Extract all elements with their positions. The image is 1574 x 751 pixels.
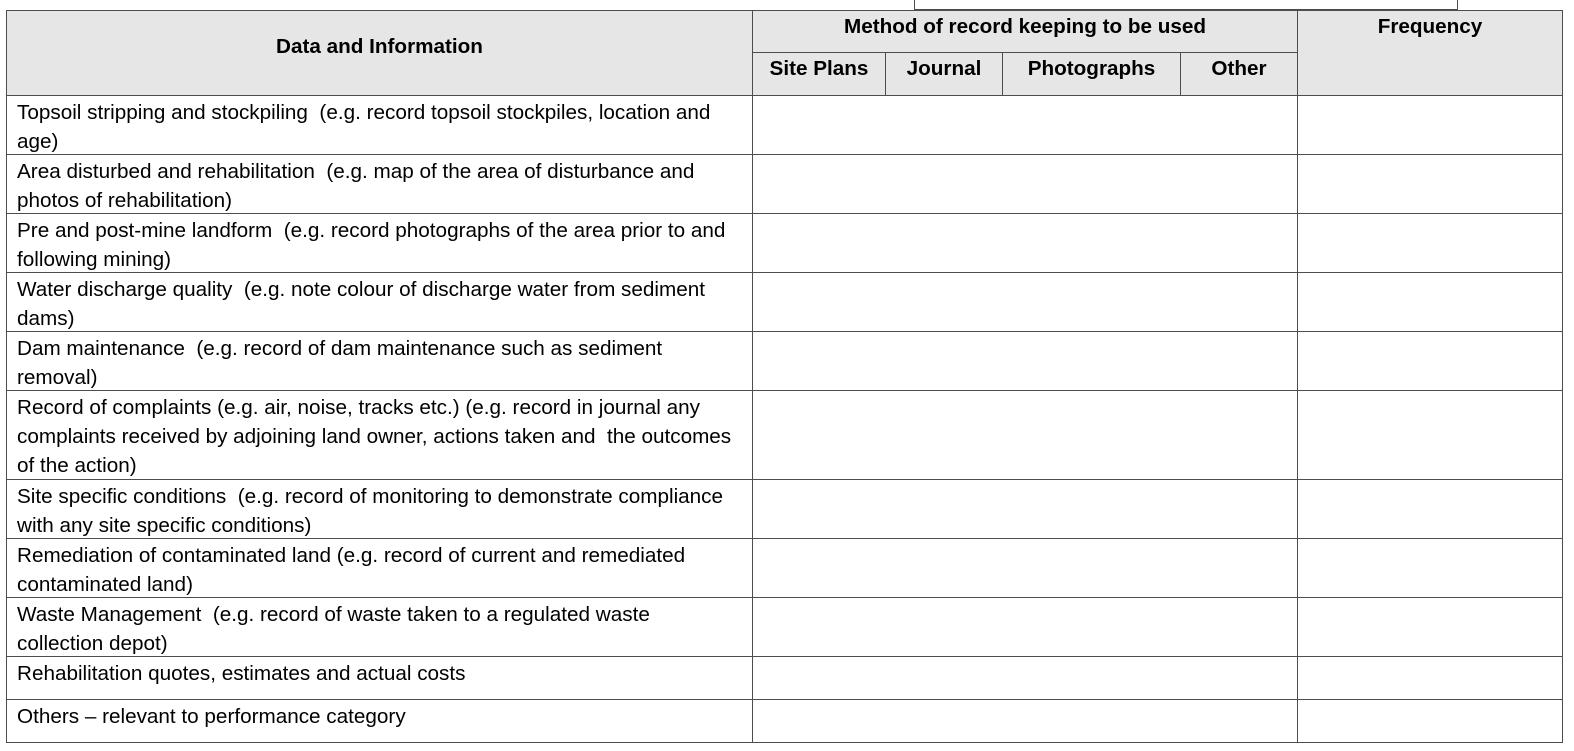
data-item-cell: Others – relevant to performance category — [7, 700, 753, 743]
header-other: Other — [1181, 53, 1298, 96]
frequency-cell — [1298, 539, 1563, 598]
frequency-cell — [1298, 214, 1563, 273]
method-cell — [753, 273, 1298, 332]
header-frequency: Frequency — [1298, 11, 1563, 96]
header-method-of-record-keeping: Method of record keeping to be used — [753, 11, 1298, 53]
data-item-cell: Topsoil stripping and stockpiling (e.g. record topsoil stockpiles, location and age) — [7, 96, 753, 155]
top-frame-fragment — [914, 0, 1458, 10]
frequency-cell — [1298, 391, 1563, 480]
method-cell — [753, 657, 1298, 700]
frequency-cell — [1298, 480, 1563, 539]
frequency-cell — [1298, 700, 1563, 743]
data-item-cell: Waste Management (e.g. record of waste taken to a regulated waste collection depot) — [7, 598, 753, 657]
header-data-and-information: Data and Information — [7, 11, 753, 96]
method-cell — [753, 539, 1298, 598]
frequency-cell — [1298, 598, 1563, 657]
method-cell — [753, 332, 1298, 391]
frequency-cell — [1298, 96, 1563, 155]
data-item-cell: Rehabilitation quotes, estimates and actual costs — [7, 657, 753, 700]
frequency-cell — [1298, 657, 1563, 700]
method-cell — [753, 214, 1298, 273]
method-cell — [753, 96, 1298, 155]
data-item-cell: Water discharge quality (e.g. note colour of discharge water from sediment dams) — [7, 273, 753, 332]
data-item-cell: Area disturbed and rehabilitation (e.g. map of the area of disturbance and photos of rehabilitation) — [7, 155, 753, 214]
record-keeping-table — [6, 10, 1563, 743]
frequency-cell — [1298, 332, 1563, 391]
data-item-cell: Remediation of contaminated land (e.g. record of current and remediated contaminated land) — [7, 539, 753, 598]
data-item-cell: Site specific conditions (e.g. record of monitoring to demonstrate compliance with any site specific conditions) — [7, 480, 753, 539]
method-cell — [753, 391, 1298, 480]
header-photographs: Photographs — [1003, 53, 1181, 96]
data-item-cell: Dam maintenance (e.g. record of dam maintenance such as sediment removal) — [7, 332, 753, 391]
header-site-plans: Site Plans — [753, 53, 886, 96]
header-journal: Journal — [886, 53, 1003, 96]
method-cell — [753, 480, 1298, 539]
frequency-cell — [1298, 273, 1563, 332]
data-item-cell: Pre and post-mine landform (e.g. record photographs of the area prior to and following mining) — [7, 214, 753, 273]
method-cell — [753, 155, 1298, 214]
data-item-cell: Record of complaints (e.g. air, noise, tracks etc.) (e.g. record in journal any complaints received by adjoining land owner, actions taken and the outcomes of the action) — [7, 391, 753, 480]
method-cell — [753, 598, 1298, 657]
frequency-cell — [1298, 155, 1563, 214]
method-cell — [753, 700, 1298, 743]
